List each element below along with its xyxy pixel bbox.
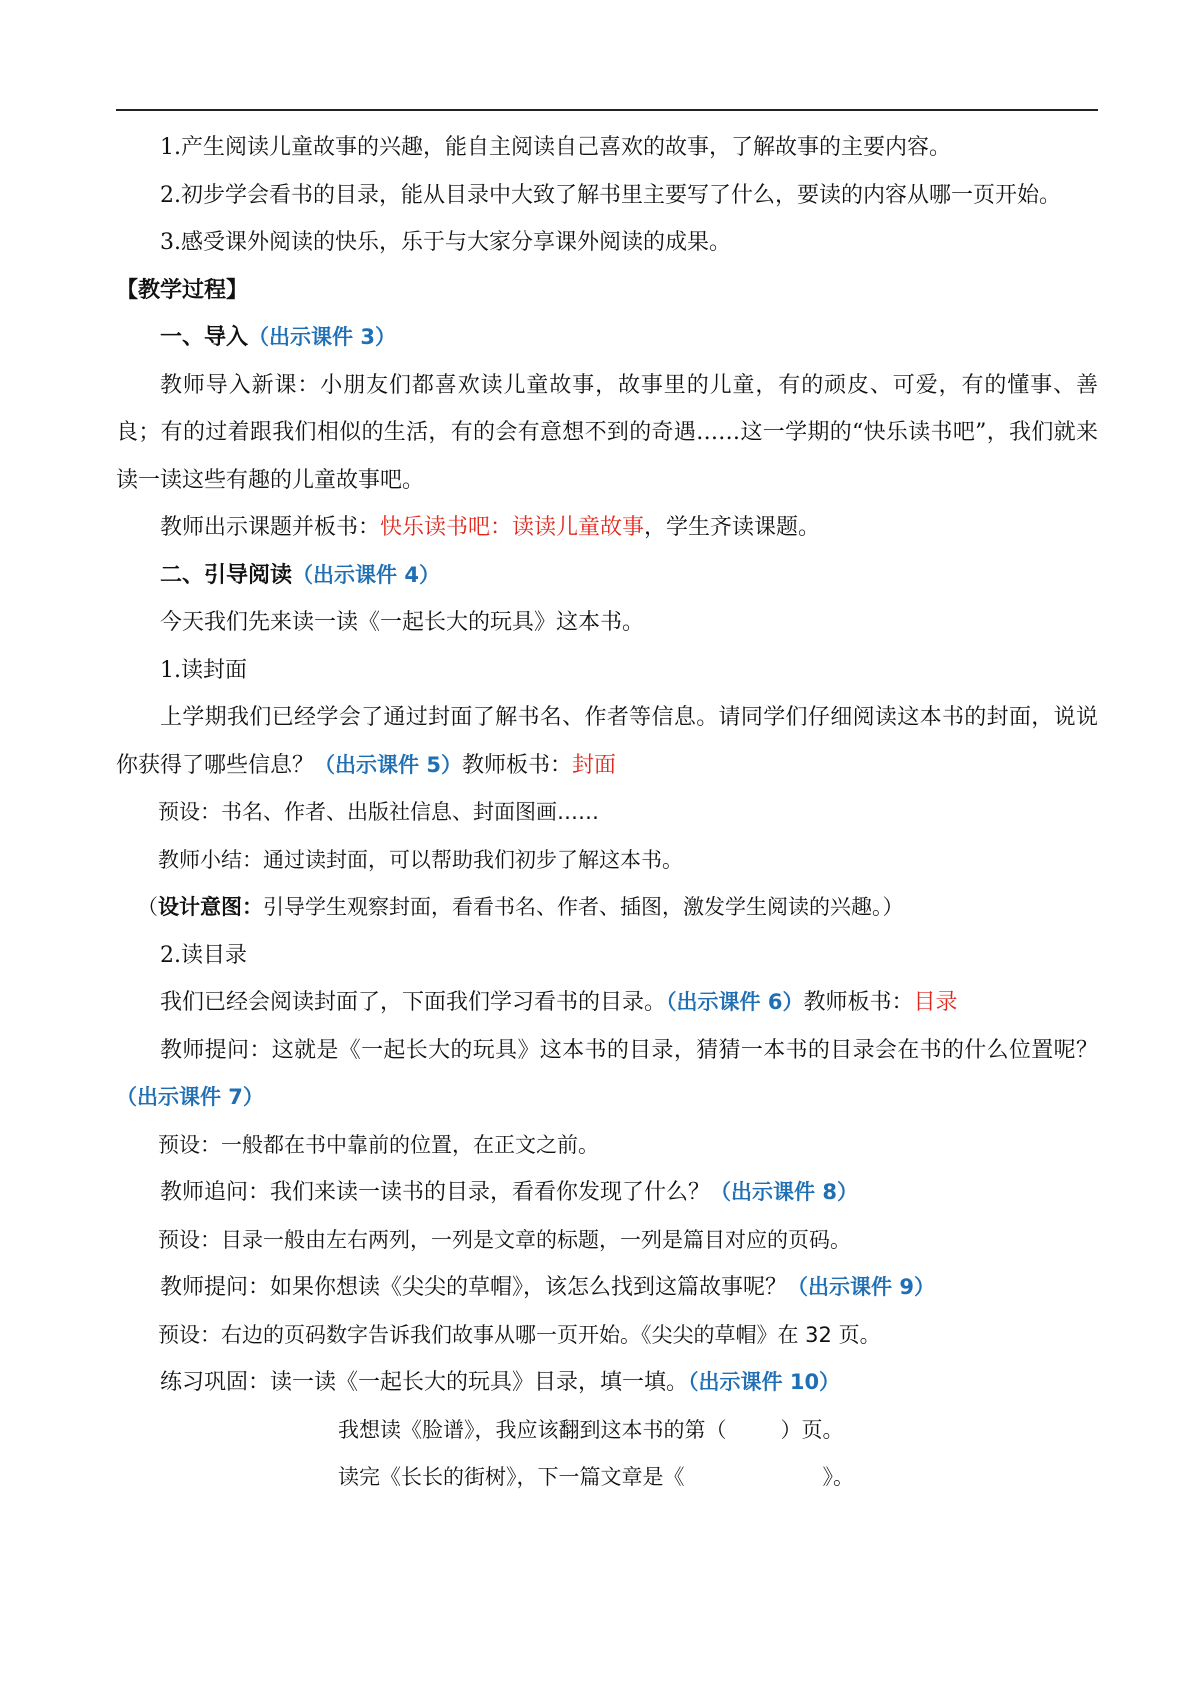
fill1-pre: 我想读《脸谱》，我应该翻到这本书的第（ xyxy=(338,1417,727,1442)
design-label: 设计意图： xyxy=(158,895,263,919)
sub2-title: 2.读目录 xyxy=(160,942,247,968)
sub2-q1-text: 教师提问：这就是《一起长大的玩具》这本书的目录，猜猜一本书的目录会在书的什么位置呢？ xyxy=(160,1037,1098,1063)
process-heading: 【教学过程】 xyxy=(116,276,249,303)
sub2-q3 xyxy=(116,1264,1098,1312)
sub2-q3-ref: （出示课件 9） xyxy=(787,1275,935,1299)
sub2-q2-ref: （出示课件 8） xyxy=(710,1180,858,1204)
section1-ref: （出示课件 3） xyxy=(248,325,396,349)
sub2-q3-text: 教师提问：如果你想读《尖尖的草帽》，该怎么找到这篇故事呢？ xyxy=(160,1275,788,1300)
section1-board-title: 快乐读书吧：读读儿童故事 xyxy=(380,515,645,540)
sub2-intro xyxy=(116,979,1098,1027)
sub2-intro-ref: （出示课件 6） xyxy=(666,990,804,1014)
section1-heading xyxy=(116,314,1098,362)
sub2-intro-pre: 我们已经会阅读封面了，下面我们学习看书的目录。 xyxy=(160,990,667,1015)
goal-2: 2.初步学会看书的目录，能从目录中大致了解书里主要写了什么，要读的内容从哪一页开始。 xyxy=(160,182,1061,208)
sub2-practice xyxy=(116,1359,1098,1407)
sub2-q1-ref: （出示课件 7） xyxy=(116,1085,264,1109)
fill-in-2 xyxy=(116,1454,1098,1502)
fill2-pre: 读完《长长的街树》，下一篇文章是《 xyxy=(338,1465,685,1489)
section1-board-post: ，学生齐读课题。 xyxy=(644,515,821,540)
section1-board-pre: 教师出示课题并板书： xyxy=(160,515,381,540)
sub1-title: 1.读封面 xyxy=(160,657,247,683)
goal-3: 3.感受课外阅读的快乐，乐于与大家分享课外阅读的成果。 xyxy=(160,230,731,255)
section1-intro: 教师导入新课：小朋友们都喜欢读儿童故事，故事里的儿童，有的顽皮、可爱，有的懂事、善良；有的过着跟我们相似的生活，有的会有意想不到的奇遇……这一学期的“快乐读书吧”，我们就来读一读这些有趣的儿童故事吧。 xyxy=(116,372,1098,493)
section2-book-intro: 今天我们先来读一读《一起长大的玩具》这本书。 xyxy=(160,610,645,635)
design-text: 引导学生观察封面，看看书名、作者、插图，激发学生阅读的兴趣。） xyxy=(263,895,904,919)
fill-in-1 xyxy=(116,1407,1098,1455)
fill1-post: ）页。 xyxy=(780,1417,844,1442)
sub2-practice-text: 练习巩固：读一读《一起长大的玩具》目录，填一填。 xyxy=(160,1370,689,1395)
sub1-preset: 预设：书名、作者、出版社信息、封面图画…… xyxy=(158,800,599,824)
sub1-summary: 教师小结：通过读封面，可以帮助我们初步了解这本书。 xyxy=(158,847,683,872)
section1-board xyxy=(116,504,1098,552)
header-rule xyxy=(116,109,1098,111)
section2-title: 二、引导阅读 xyxy=(160,561,293,588)
section1-title: 一、导入 xyxy=(160,324,249,350)
sub1-board-pre: 教师板书： xyxy=(461,752,572,778)
sub2-q2-text: 教师追问：我们来读一读书的目录，看看你发现了什么？ xyxy=(160,1180,711,1205)
sub2-q2 xyxy=(116,1169,1098,1217)
section2-heading xyxy=(116,552,1098,600)
sub1-design-intent xyxy=(116,884,1098,932)
sub2-q1 xyxy=(116,1027,1098,1122)
sub1-board-red: 封面 xyxy=(571,752,616,778)
fill2-post: 》。 xyxy=(822,1465,854,1489)
goal-1: 1.产生阅读儿童故事的兴趣，能自主阅读自己喜欢的故事，了解故事的主要内容。 xyxy=(160,135,951,160)
sub1-ref: （出示课件 5） xyxy=(314,752,462,777)
sub2-preset2: 预设：目录一般由左右两列，一列是文章的标题，一列是篇目对应的页码。 xyxy=(158,1227,851,1252)
section2-ref: （出示课件 4） xyxy=(292,562,440,587)
sub2-preset3: 预设：右边的页码数字告诉我们故事从哪一页开始。《尖尖的草帽》在 32 页。 xyxy=(158,1322,881,1347)
sub1-text xyxy=(116,694,1098,789)
sub2-practice-ref: （出示课件 10） xyxy=(688,1370,841,1394)
design-open: （ xyxy=(137,895,158,919)
sub2-intro-red: 目录 xyxy=(913,990,958,1015)
sub2-preset1: 预设：一般都在书中靠前的位置，在正文之前。 xyxy=(158,1132,599,1157)
document-body xyxy=(116,124,1098,1502)
sub2-intro-board: 教师板书： xyxy=(803,990,914,1015)
sub1-text-pre: 上学期我们已经学会了通过封面了解书名、作者等信息。请同学们仔细阅读这本书的封面，说说你获得了哪些信息？ xyxy=(116,705,1098,778)
